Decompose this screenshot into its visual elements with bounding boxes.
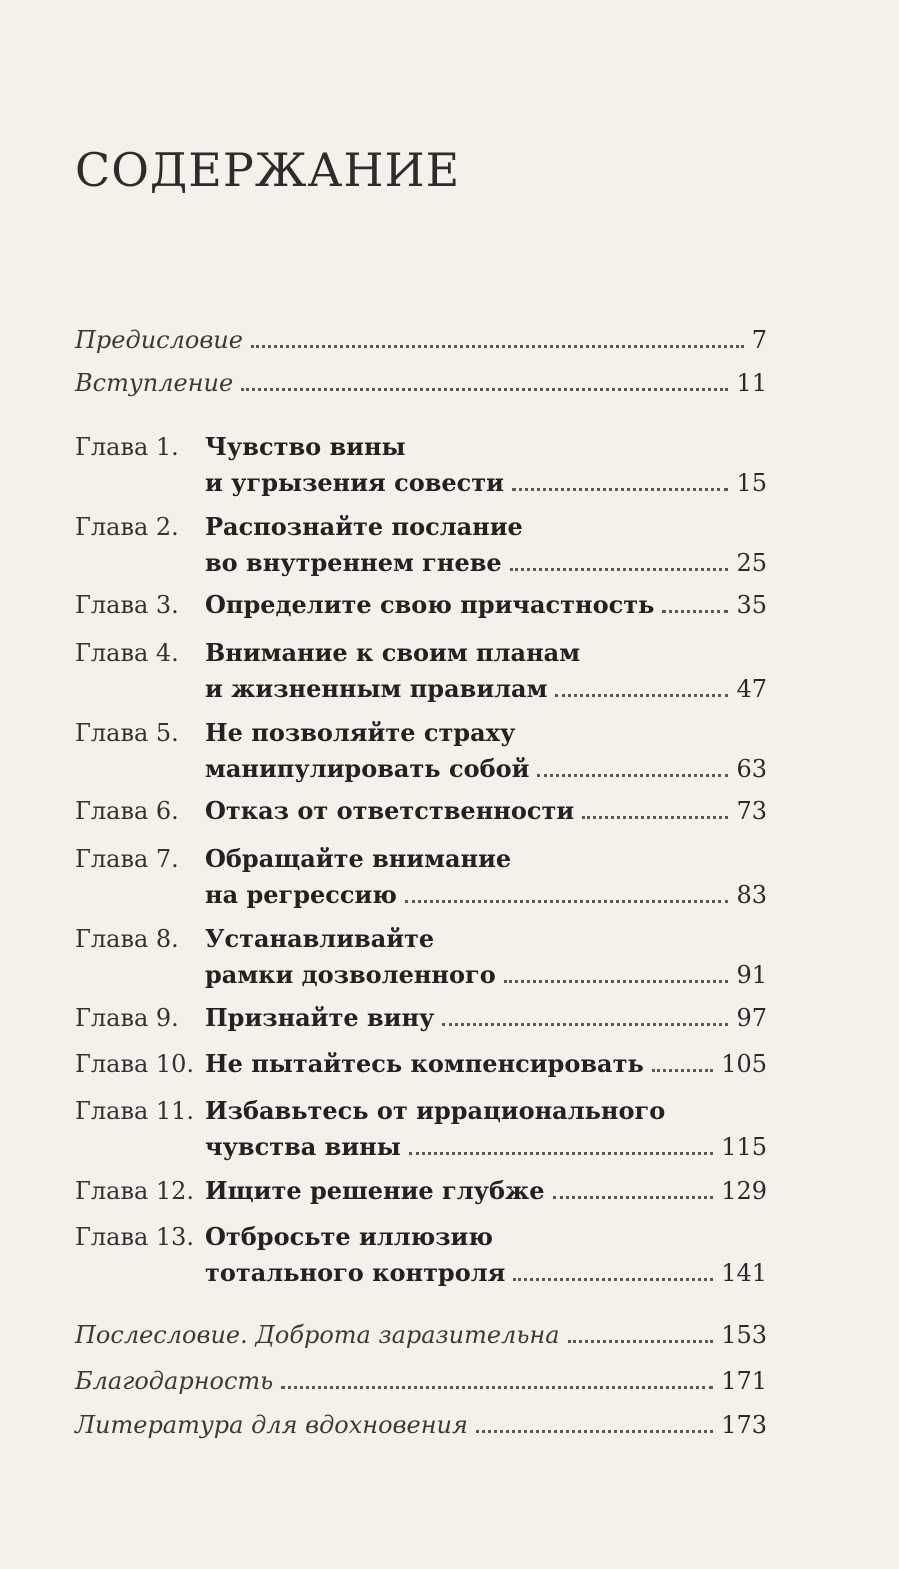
chapter-number: Глава 6. bbox=[75, 797, 179, 825]
dot-leader bbox=[476, 1430, 713, 1433]
entry-title: Предисловие bbox=[75, 326, 243, 354]
page-number: 83 bbox=[736, 881, 767, 909]
entry-title: Устанавливайте bbox=[205, 924, 435, 953]
entry-title: Отбросьте иллюзию bbox=[205, 1222, 493, 1251]
page-number: 73 bbox=[736, 797, 767, 825]
entry-title: на регрессию bbox=[205, 880, 397, 909]
chapter-number: Глава 8. bbox=[75, 925, 179, 953]
dot-leader bbox=[512, 488, 728, 491]
dot-leader bbox=[553, 1196, 714, 1199]
dot-leader bbox=[662, 610, 728, 613]
entry-title: и жизненным правилам bbox=[205, 674, 548, 703]
page-number: 25 bbox=[736, 549, 767, 577]
page-number: 129 bbox=[721, 1177, 767, 1205]
page-number: 115 bbox=[721, 1133, 767, 1161]
page-number: 91 bbox=[736, 961, 767, 989]
dot-leader bbox=[537, 774, 728, 777]
entry-title: Избавьтесь от иррационального bbox=[205, 1096, 666, 1125]
chapter-number: Глава 3. bbox=[75, 591, 179, 619]
dot-leader bbox=[442, 1023, 728, 1026]
chapter-number: Глава 4. bbox=[75, 639, 179, 667]
page-number: 153 bbox=[721, 1321, 767, 1349]
chapter-number: Глава 12. bbox=[75, 1177, 195, 1205]
entry-title: тотального контроля bbox=[205, 1258, 506, 1287]
page-number: 141 bbox=[721, 1259, 767, 1287]
entry-title: Обращайте внимание bbox=[205, 844, 512, 873]
entry-title: во внутреннем гневе bbox=[205, 548, 502, 577]
entry-title: Литература для вдохновения bbox=[75, 1411, 468, 1439]
dot-leader bbox=[251, 345, 744, 348]
dot-leader bbox=[582, 816, 728, 819]
chapter-number: Глава 9. bbox=[75, 1004, 179, 1032]
dot-leader bbox=[405, 900, 729, 903]
entry-title: Чувство вины bbox=[205, 432, 406, 461]
dot-leader bbox=[555, 694, 728, 697]
page-number: 173 bbox=[721, 1411, 767, 1439]
dot-leader bbox=[281, 1386, 713, 1389]
page-number: 35 bbox=[736, 591, 767, 619]
entry-title: Вступление bbox=[75, 369, 234, 397]
entry-title: рамки дозволенного bbox=[205, 960, 496, 989]
dot-leader bbox=[513, 1278, 713, 1281]
entry-title: Не пытайтесь компенсировать bbox=[205, 1049, 644, 1078]
entry-title: Определите свою причастность bbox=[205, 590, 655, 619]
entry-title: и угрызения совести bbox=[205, 468, 504, 497]
entry-title: Ищите решение глубже bbox=[205, 1176, 545, 1205]
chapter-number: Глава 2. bbox=[75, 513, 179, 541]
entry-title: Распознайте послание bbox=[205, 512, 523, 541]
chapter-number: Глава 7. bbox=[75, 845, 179, 873]
page-number: 11 bbox=[736, 369, 767, 397]
page-number: 63 bbox=[736, 755, 767, 783]
page-number: 171 bbox=[721, 1367, 767, 1395]
chapter-number: Глава 10. bbox=[75, 1050, 195, 1078]
dot-leader bbox=[510, 568, 729, 571]
page-number: 7 bbox=[751, 326, 767, 354]
page-number: 97 bbox=[736, 1004, 767, 1032]
entry-title: манипулировать собой bbox=[205, 754, 530, 783]
dot-leader bbox=[409, 1152, 713, 1155]
chapter-number: Глава 11. bbox=[75, 1097, 195, 1125]
dot-leader bbox=[568, 1340, 714, 1343]
dot-leader bbox=[652, 1069, 713, 1072]
entry-title: Благодарность bbox=[75, 1367, 274, 1395]
toc-page bbox=[75, 0, 767, 1569]
entry-title: Внимание к своим планам bbox=[205, 638, 581, 667]
page-number: 15 bbox=[736, 469, 767, 497]
entry-title: Отказ от ответственности bbox=[205, 796, 575, 825]
dot-leader bbox=[504, 980, 729, 983]
page-number: 47 bbox=[736, 675, 767, 703]
entry-title: Не позволяйте страху bbox=[205, 718, 516, 747]
page-title: СОДЕРЖАНИЕ bbox=[75, 143, 461, 197]
entry-title: Послесловие. Доброта заразительна bbox=[75, 1321, 560, 1349]
dot-leader bbox=[241, 388, 728, 391]
entry-title: Признайте вину bbox=[205, 1003, 435, 1032]
chapter-number: Глава 1. bbox=[75, 433, 179, 461]
chapter-number: Глава 5. bbox=[75, 719, 179, 747]
page-number: 105 bbox=[721, 1050, 767, 1078]
entry-title: чувства вины bbox=[205, 1132, 401, 1161]
chapter-number: Глава 13. bbox=[75, 1223, 195, 1251]
